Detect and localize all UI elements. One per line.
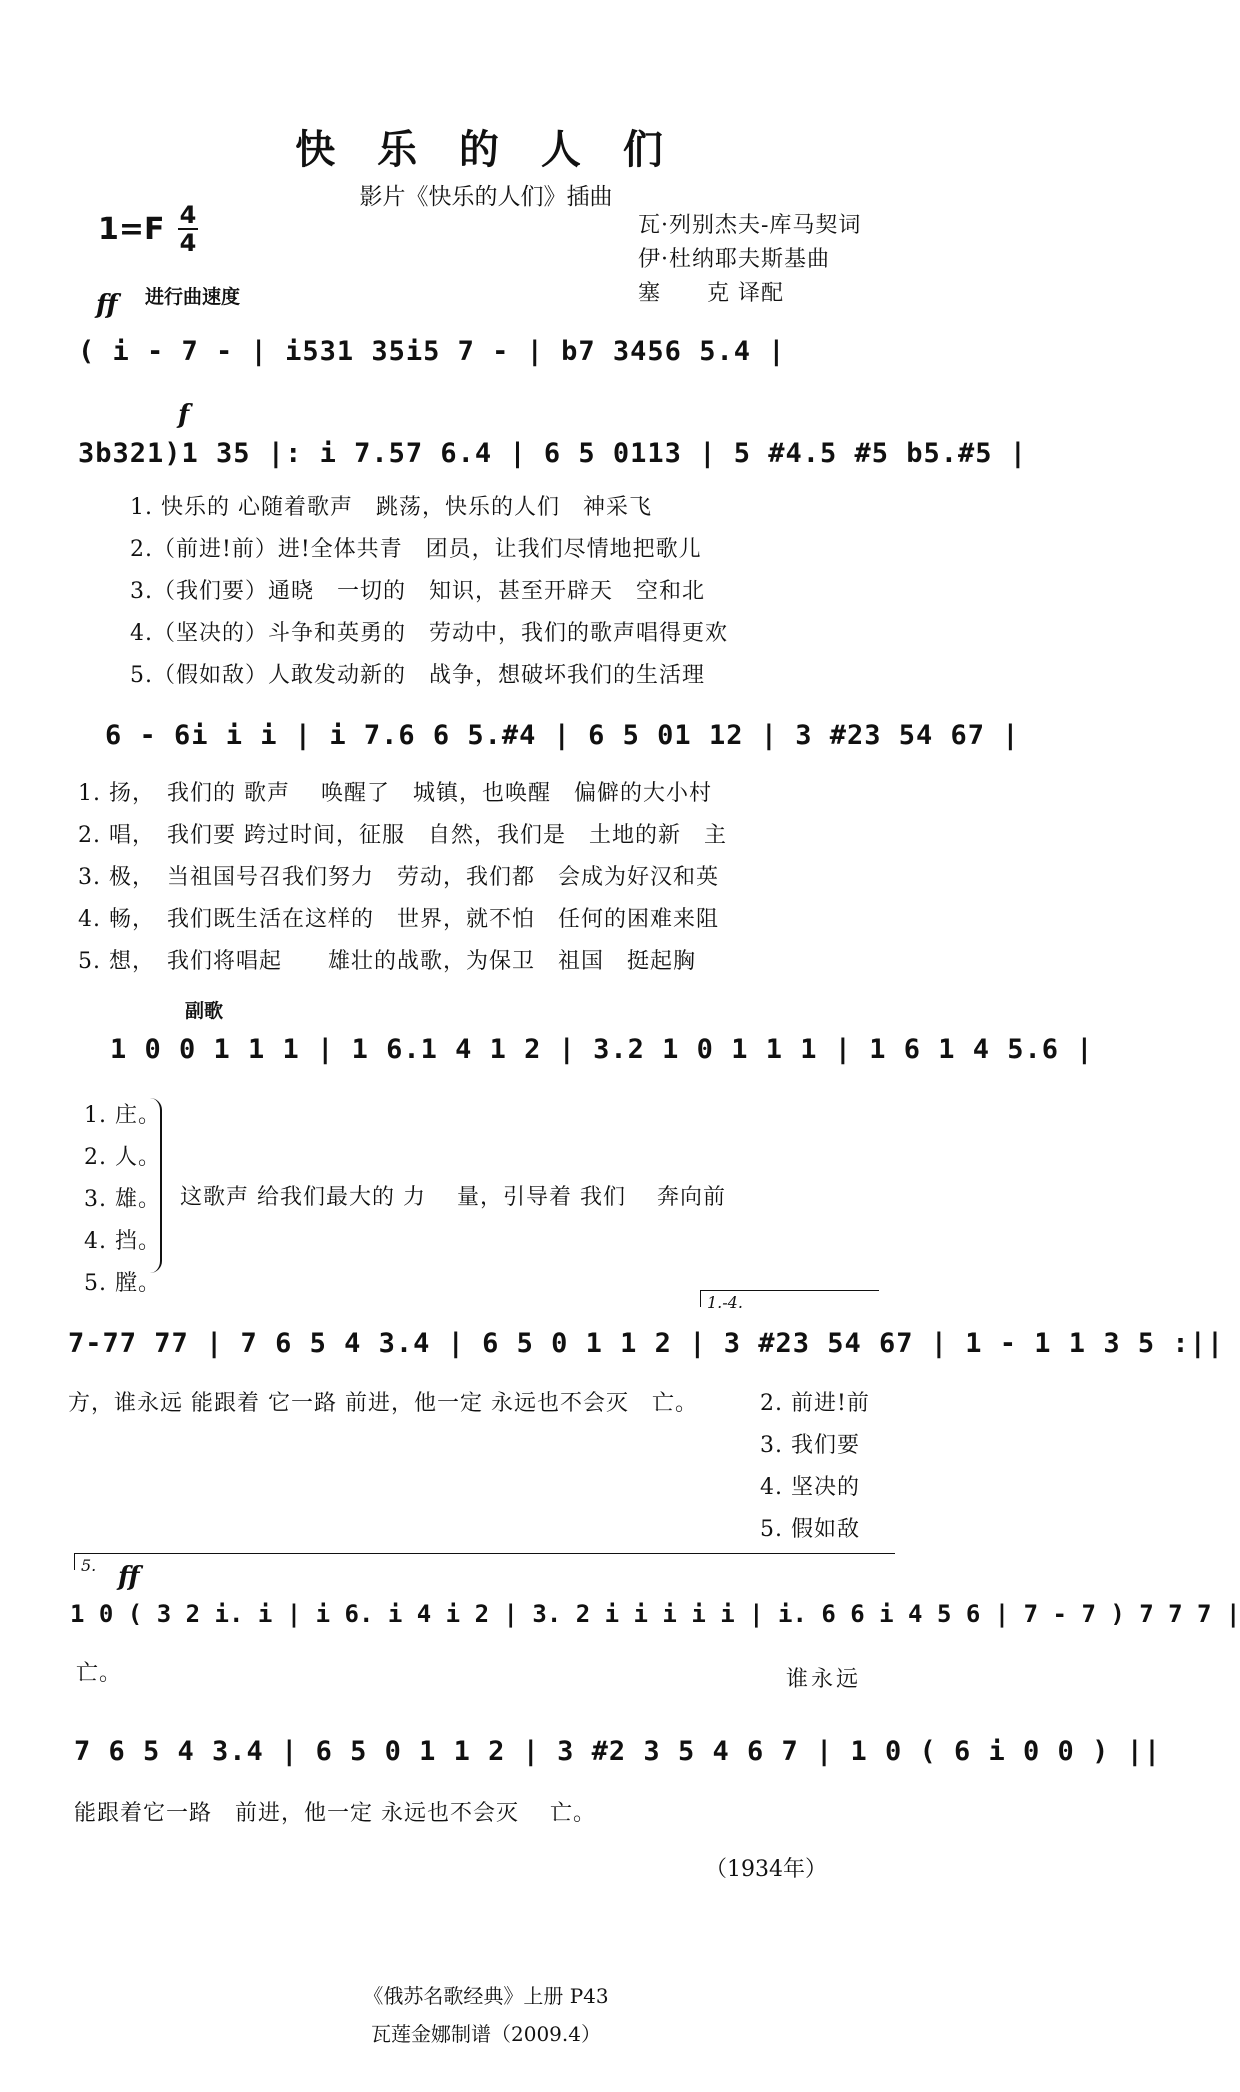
verse-brace [150, 1098, 162, 1273]
notation-line-7: 7 6 5 4 3.4 | 6 5 0 1 1 2 | 3 #2 3 5 4 6 7 | 1 0 ( 6 i 0 0 ) || [74, 1736, 1162, 1767]
verse-ending-4: 4. 挡。 [84, 1229, 161, 1254]
composition-year: （1934年） [705, 1857, 827, 1882]
verse-lyric-b-2: 2. 唱， 我们要 跨过时间，征服 自然，我们是 土地的新 主 [78, 823, 727, 848]
chorus-lyric-2: 方，谁永远 能跟着 它一路 前进，他一定 永远也不会灭 亡。 [68, 1391, 698, 1416]
volta-label-1: 1.-4. [707, 1293, 743, 1312]
verse-lyric-a-5: 5.（假如敌）人敢发动新的 战争，想破坏我们的生活理 [130, 663, 705, 688]
repeat-pickup-4: 4. 坚决的 [760, 1475, 860, 1500]
verse-lyric-b-4: 4. 畅， 我们既生活在这样的 世界，就不怕 任何的困难来阻 [78, 907, 719, 932]
source-reference: 《俄苏名歌经典》上册 P43 [363, 1984, 609, 2008]
chorus-lyric-1: 这歌声 给我们最大的 力 量，引导着 我们 奔向前 [180, 1185, 726, 1210]
repeat-pickup-3: 3. 我们要 [760, 1433, 860, 1458]
dynamic-ff-coda: ff [118, 1562, 140, 1592]
coda-lyric-end: 亡。 [76, 1661, 123, 1686]
verse-lyric-a-3: 3.（我们要）通晓 一切的 知识，甚至开辟天 空和北 [130, 579, 705, 604]
verse-ending-1: 1. 庄。 [84, 1103, 161, 1128]
lyricist-credit: 瓦·列别杰夫-库马契词 [638, 213, 862, 238]
song-subtitle: 影片《快乐的人们》插曲 [359, 184, 613, 210]
verse-ending-3: 3. 雄。 [84, 1187, 161, 1212]
song-title: 快 乐 的 人 们 [295, 127, 677, 173]
verse-ending-2: 2. 人。 [84, 1145, 161, 1170]
notation-line-6: 1 0 ( 3 2 i. i | i 6. i 4 i 2 | 3. 2 i i i i i | i. 6 6 i 4 5 6 | 7 - 7 ) 7 7 7 | [70, 1600, 1240, 1628]
chorus-lyric-final: 能跟着它一路 前进，他一定 永远也不会灭 亡。 [74, 1801, 596, 1826]
time-signature-top: 4 [179, 201, 197, 229]
verse-ending-5: 5. 膛。 [84, 1271, 161, 1296]
volta-bracket-2 [74, 1553, 895, 1575]
notation-line-4: 1 0 0 1 1 1 | 1 6.1 4 1 2 | 3.2 1 0 1 1 1 | 1 6 1 4 5.6 | [110, 1034, 1094, 1065]
notation-line-3: 6 - 6i i i | i 7.6 6 5.#4 | 6 5 01 12 | 3 #23 54 67 | [105, 720, 1020, 751]
coda-lyric-pickup: 谁永远 [786, 1667, 862, 1692]
notation-line-2: 3b321)1 35 |: i 7.57 6.4 | 6 5 0113 | 5 #4.5 #5 b5.#5 | [78, 438, 1028, 469]
composer-credit: 伊·杜纳耶夫斯基曲 [638, 247, 830, 272]
repeat-pickup-5: 5. 假如敌 [760, 1517, 860, 1542]
verse-lyric-b-1: 1. 扬， 我们的 歌声 唤醒了 城镇，也唤醒 偏僻的大小村 [78, 781, 712, 806]
translator-credit: 塞 克 译配 [638, 281, 784, 306]
volta-label-2: 5. [81, 1556, 97, 1575]
notation-line-1: ( i - 7 - | i531 35i5 7 - | b7 3456 5.4 | [78, 336, 786, 367]
chorus-label: 副歌 [185, 1000, 224, 1022]
verse-lyric-b-3: 3. 极， 当祖国号召我们努力 劳动，我们都 会成为好汉和英 [78, 865, 719, 890]
verse-lyric-a-4: 4.（坚决的）斗争和英勇的 劳动中，我们的歌声唱得更欢 [130, 621, 728, 646]
dynamic-ff: ff [96, 290, 118, 320]
notation-line-5: 7-77 77 | 7 6 5 4 3.4 | 6 5 0 1 1 2 | 3 #23 54 67 | 1 - 1 1 3 5 :|| [68, 1328, 1225, 1359]
verse-lyric-a-1: 1. 快乐的 心随着歌声 跳荡，快乐的人们 神采飞 [130, 495, 652, 520]
time-signature-bottom: 4 [179, 229, 197, 257]
verse-lyric-a-2: 2.（前进!前）进!全体共青 团员，让我们尽情地把歌儿 [130, 537, 702, 562]
dynamic-f: f [178, 400, 190, 430]
volta-bracket-1 [700, 1290, 879, 1312]
key-signature: 1=F [98, 212, 165, 247]
time-signature [178, 202, 198, 256]
repeat-pickup-2: 2. 前进!前 [760, 1391, 870, 1416]
tempo-marking: 进行曲速度 [145, 286, 241, 308]
verse-lyric-b-5: 5. 想， 我们将唱起 雄壮的战歌，为保卫 祖国 挺起胸 [78, 949, 696, 974]
transcriber-credit: 瓦莲金娜制谱（2009.4） [371, 2022, 601, 2046]
